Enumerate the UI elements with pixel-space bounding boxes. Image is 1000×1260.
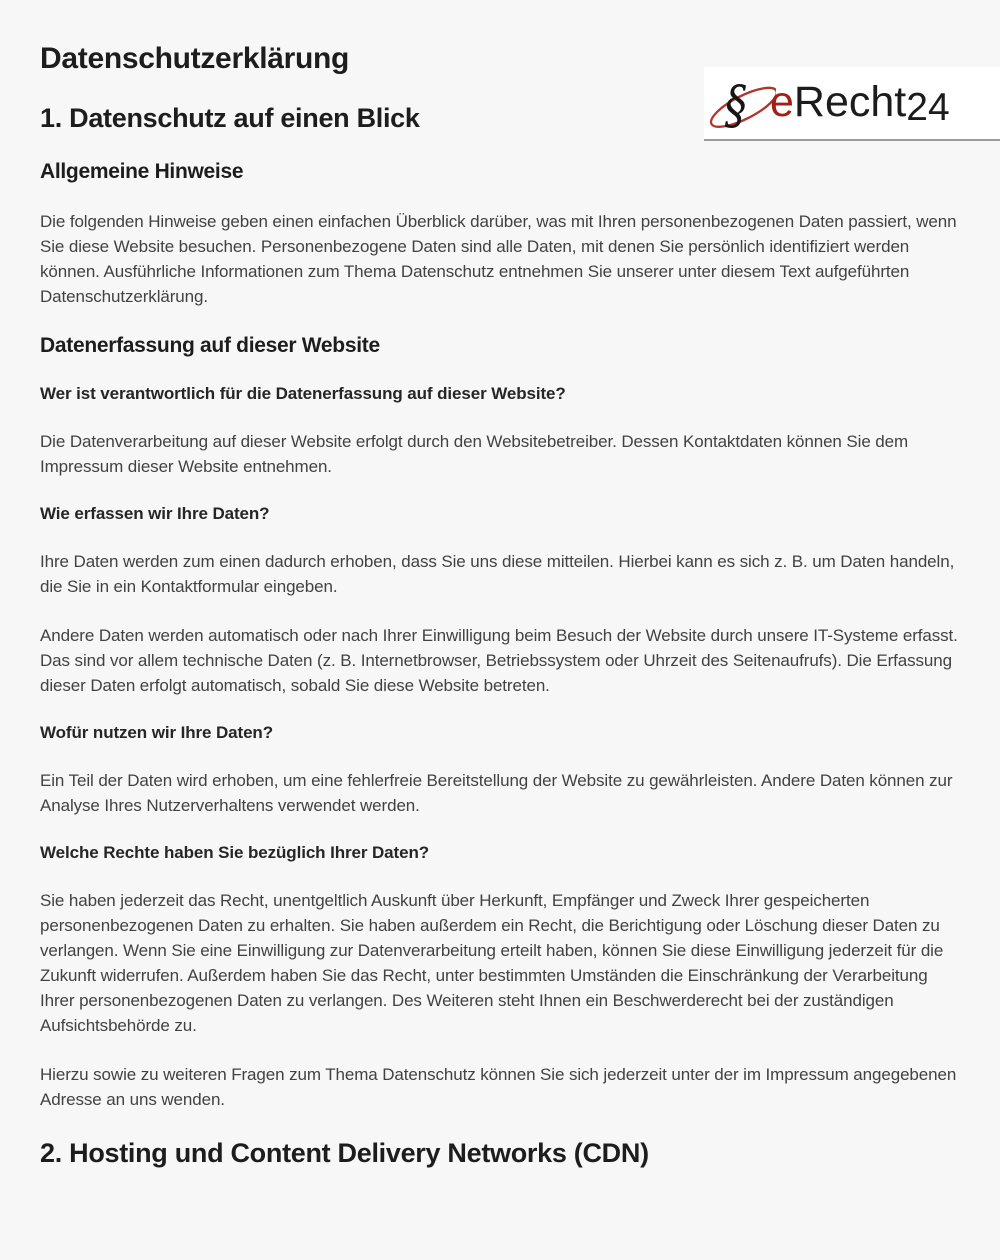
erecht24-wordmark xyxy=(770,67,950,139)
section-1-heading: 1. Datenschutz auf einen Blick xyxy=(40,103,420,133)
question-how-collected: Wie erfassen wir Ihre Daten? xyxy=(40,504,270,523)
brand-letter-e: e xyxy=(770,78,794,126)
answer-data-usage: Ein Teil der Daten wird erhoben, um eine fehlerfreie Bereitstellung der Website zu gewährleisten. Andere Daten können zur Analyse Ihres Nutzerverhaltens verwendet werden. xyxy=(40,771,953,815)
section-2-heading: 2. Hosting und Content Delivery Networks (CDN) xyxy=(40,1138,649,1168)
question-user-rights: Welche Rechte haben Sie bezüglich Ihrer Daten? xyxy=(40,843,430,862)
data-collection-heading: Datenerfassung auf dieser Website xyxy=(40,334,380,357)
section-sign-icon xyxy=(708,68,776,138)
question-data-usage: Wofür nutzen wir Ihre Daten? xyxy=(40,723,274,742)
privacy-policy-document xyxy=(0,40,1000,1170)
closing-contact-paragraph: Hierzu sowie zu weiteren Fragen zum Thema Datenschutz können Sie sich jederzeit unter der im Impressum angegebenen Adresse an uns wenden. xyxy=(40,1065,957,1109)
brand-recht: Recht xyxy=(793,78,907,126)
question-responsible: Wer ist verantwortlich für die Datenerfassung auf dieser Website? xyxy=(40,384,566,403)
answer-responsible: Die Datenverarbeitung auf dieser Website erfolgt durch den Websitebetreiber. Dessen Kontaktdaten können Sie dem Impressum dieser Website entnehmen. xyxy=(40,432,909,476)
answer-user-rights: Sie haben jederzeit das Recht, unentgeltlich Auskunft über Herkunft, Empfänger und Zweck Ihrer gespeicherten personenbezogenen Daten zu erhalten. Sie haben außerdem ein Recht, die Berichtigung oder Löschung dieser Daten zu verlangen. Wenn Sie eine Einwilligung zur Datenverarbeitung erteilt haben, können Sie diese Einwilligung jederzeit für die Zukunft widerrufen. Außerdem haben Sie das Recht, unter bestimmten Umständen die Einschränkung der Verarbeitung Ihrer personenbezogenen Daten zu verlangen. Des Weiteren steht Ihnen ein Beschwerderecht bei der zuständigen Aufsichtsbehörde zu. xyxy=(40,891,944,1035)
erecht24-logo xyxy=(704,67,1000,141)
general-notes-paragraph: Die folgenden Hinweise geben einen einfachen Überblick darüber, was mit Ihren personenbezogenen Daten passiert, wenn Sie diese Website besuchen. Personenbezogene Daten sind alle Daten, mit denen Sie persönlich identifiziert werden können. Ausführliche Informationen zum Thema Datenschutz entnehmen Sie unserer unter diesem Text aufgeführten Datenschutzerklärung. xyxy=(40,212,957,306)
answer-how-collected-1: Ihre Daten werden zum einen dadurch erhoben, dass Sie uns diese mitteilen. Hierbei kann es sich z. B. um Daten handeln, die Sie in ein Kontaktformular eingeben. xyxy=(40,552,955,596)
general-notes-heading: Allgemeine Hinweise xyxy=(40,160,244,183)
brand-number: 24 xyxy=(906,86,950,129)
svg-text:§: § xyxy=(724,75,747,137)
answer-how-collected-2: Andere Daten werden automatisch oder nach Ihrer Einwilligung beim Besuch der Website durch unsere IT-Systeme erfasst. Das sind vor allem technische Daten (z. B. Internetbrowser, Betriebssystem oder Uhrzeit des Seitenaufrufs). Die Erfassung dieser Daten erfolgt automatisch, sobald Sie diese Website betreten. xyxy=(40,626,958,695)
page-title: Datenschutzerklärung xyxy=(40,42,350,75)
